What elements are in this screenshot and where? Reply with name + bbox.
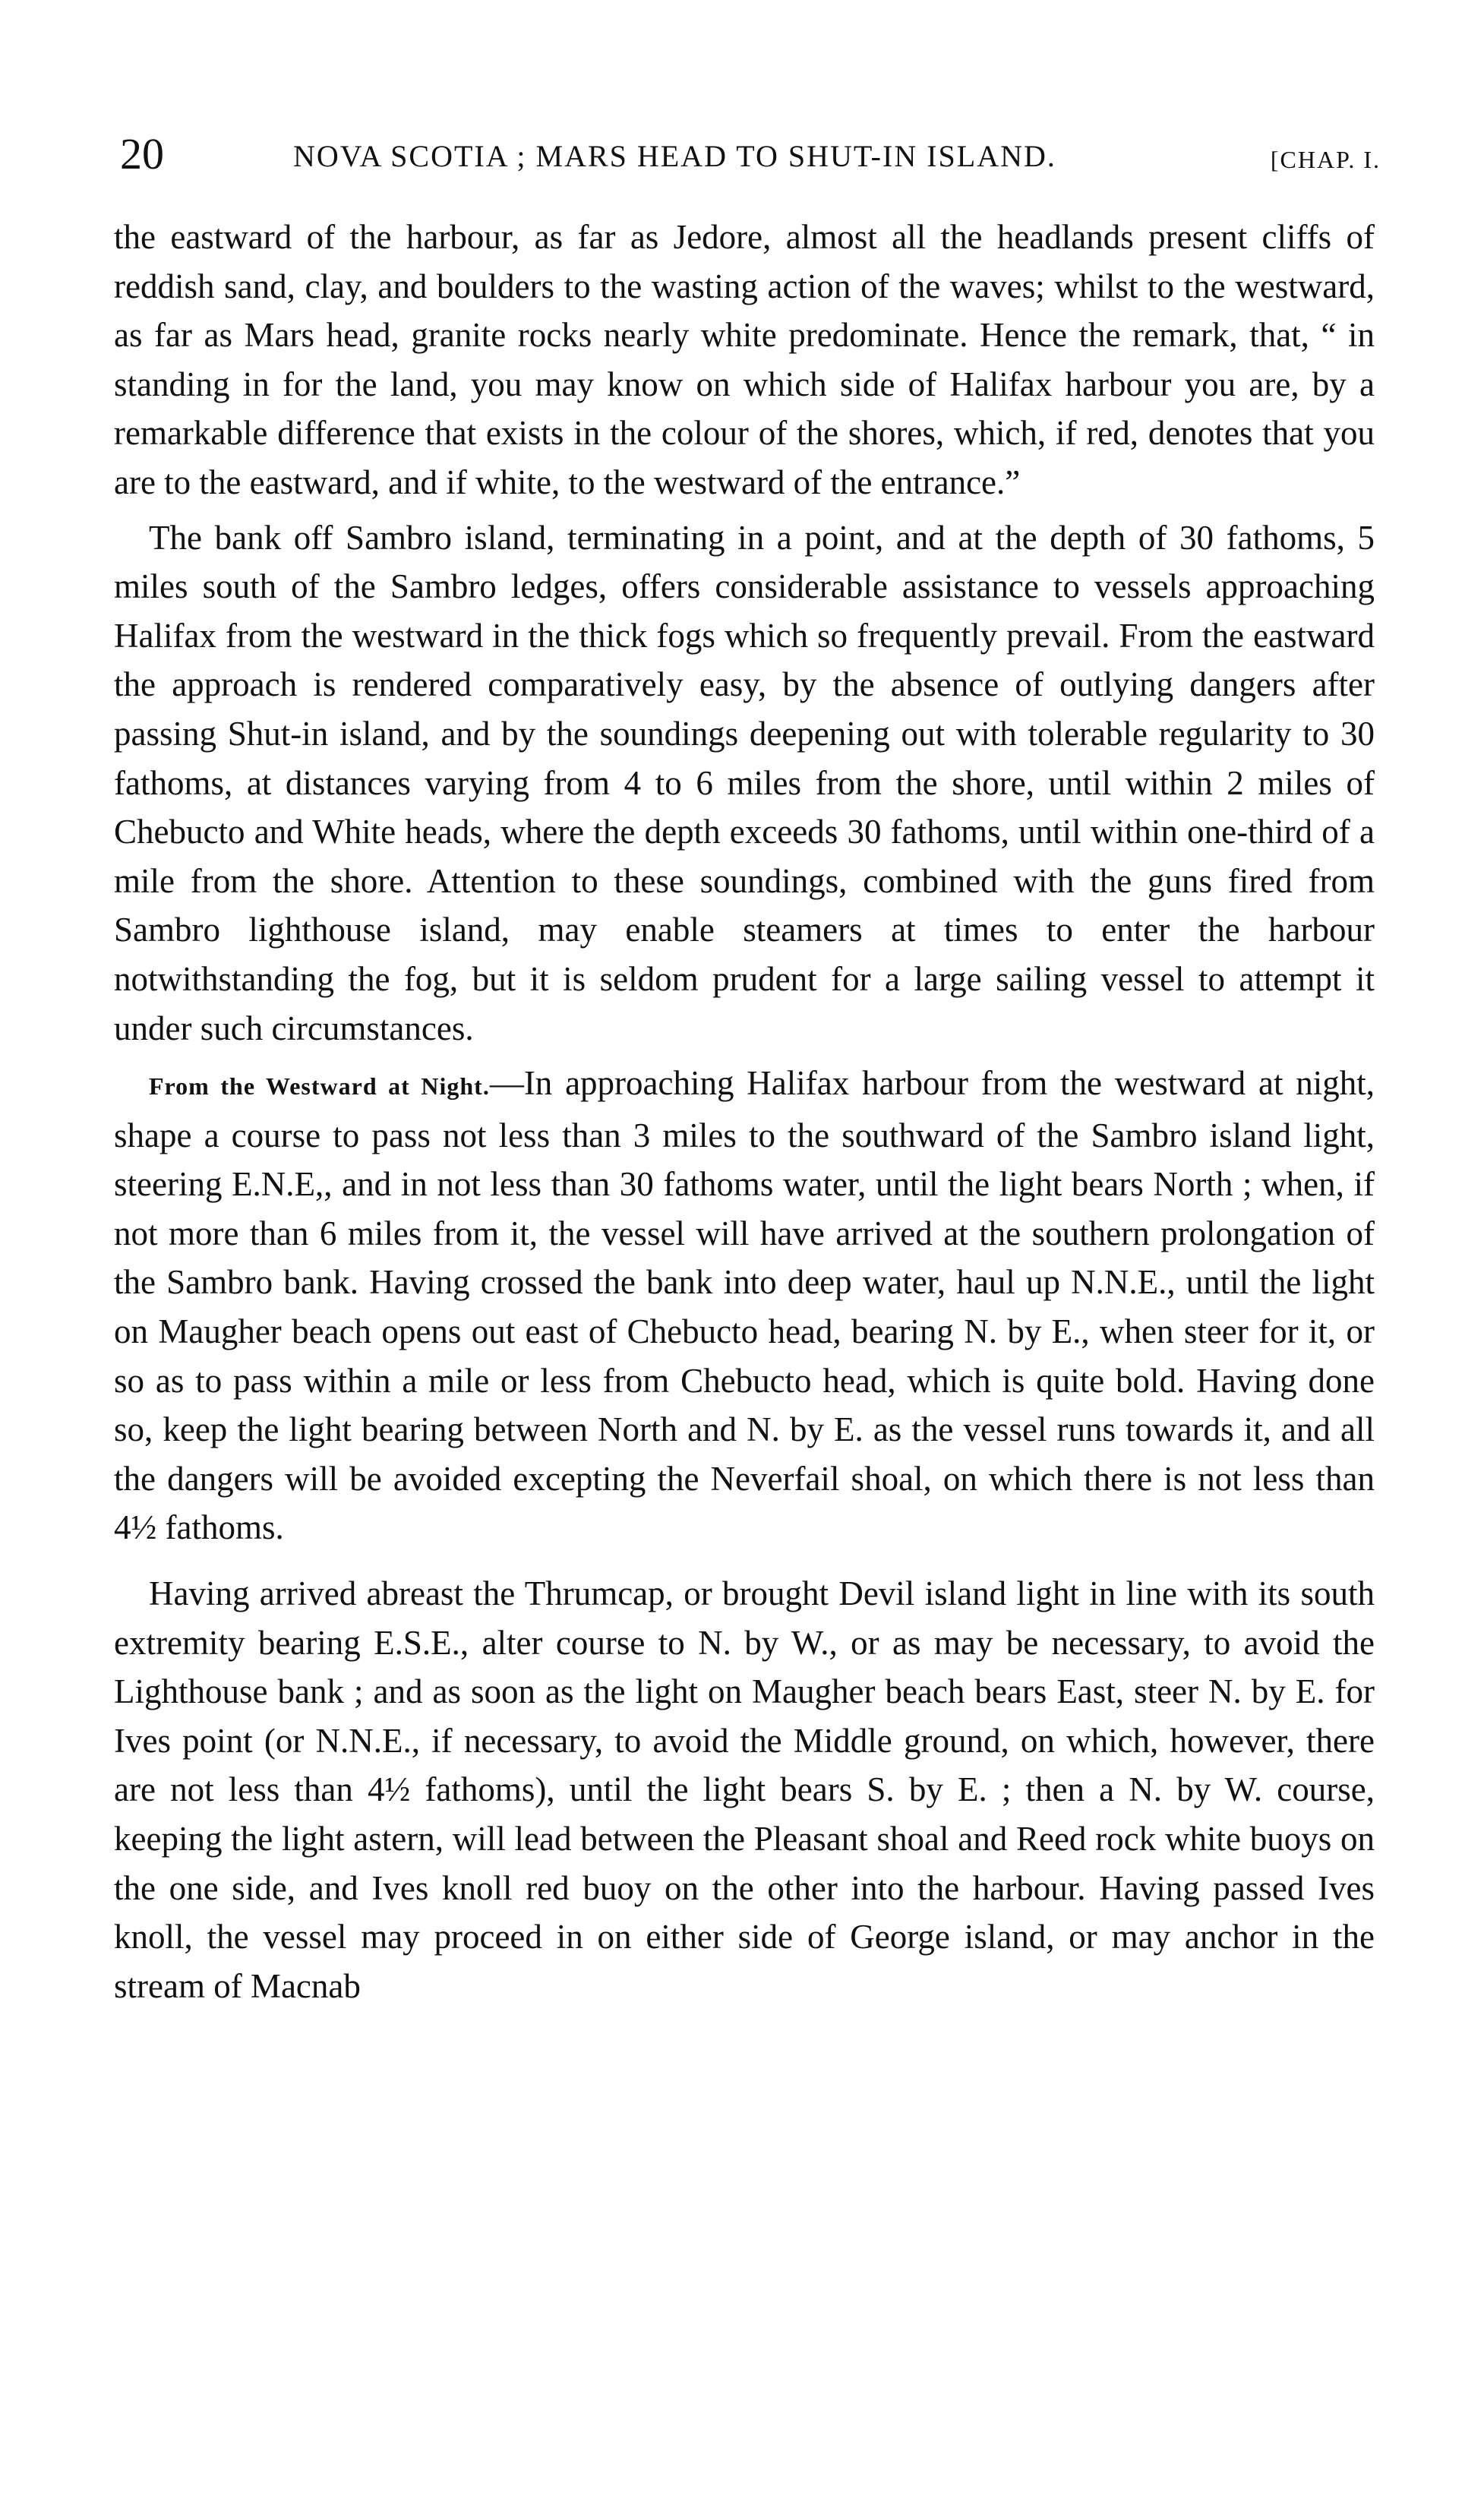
paragraph-westward-text: —In approaching Halifax harbour from the westward at night, shape a course to pass not less than 3 miles to the southward of the Sambro island light, steering E.N.E,, and in not less than 30 fathoms water, until the light bears North ; when, if not more than 6 miles from it, the vessel will have arrived at the southern prolongation of the Sambro bank. Having crossed the bank into deep water, haul up N.N.E., until the light on Maugher beach opens out east of Chebucto head, bearing N. by E., when steer for it, or so as to pass within a mile or less from Chebucto head, which is quite bold. Having done so, keep the light bearing between North and N. by E. as the vessel runs towards it, and all the dangers will be avoided excepting the Neverfail shoal, on which there is not less than 4½ fathoms. xyxy=(114,1064,1375,1547)
page-number: 20 xyxy=(120,129,164,178)
side-heading: From the Westward at Night. xyxy=(149,1072,490,1101)
paragraph-thrumcap: Having arrived abreast the Thrumcap, or brought Devil island light in line with its south extremity bearing E.S.E., alter course to N. by W., or as may be necessary, to avoid the Lighthouse bank ; and as soon as the light on Maugher beach bears East, steer N. by E. for Ives point (or N.N.E., if necessary, to avoid the Middle ground, on which, however, there are not less than 4½ fathoms), until the light bears S. by E. ; then a N. by W. course, keeping the light astern, will lead between the Pleasant shoal and Reed rock white buoys on the one side, and Ives knoll red buoy on the other into the harbour. Having passed Ives knoll, the vessel may proceed in on either side of George island, or may anchor in the stream of Macnab xyxy=(114,1574,1375,2005)
paragraph-westward-at-night xyxy=(114,1059,1375,1552)
paragraph-sambro-bank: The bank off Sambro island, terminating in a point, and at the depth of 30 fathoms, 5 miles south of the Sambro ledges, offers considerable assistance to vessels approaching Halifax from the westward in the thick fogs which so frequently prevail. From the eastward the approach is rendered comparatively easy, by the absence of outlying dangers after passing Shut-in island, and by the soundings deepening out with tolerable regularity to 30 fathoms, at distances varying from 4 to 6 miles from the shore, until within 2 miles of Chebucto and White heads, where the depth exceeds 30 fathoms, until within one-third of a mile from the shore. Attention to these soundings, combined with the guns fired from Sambro lighthouse island, may enable steamers at times to enter the harbour notwithstanding the fog, but it is seldom prudent for a large sailing vessel to attempt it under such circumstances. xyxy=(114,518,1375,1047)
running-title: NOVA SCOTIA ; MARS HEAD TO SHUT-IN ISLAND. xyxy=(293,139,1056,173)
paragraph-continuation: the eastward of the harbour, as far as Jedore, almost all the headlands present cliffs of reddish sand, clay, and boulders to the wasting action of the waves; whilst to the westward, as far as Mars head, granite rocks nearly white predominate. Hence the remark, that, “ in standing in for the land, you may know on which side of Halifax harbour you are, by a remarkable difference that exists in the colour of the shores, which, if red, denotes that you are to the eastward, and if white, to the westward of the entrance.” xyxy=(114,218,1375,501)
chapter-reference: [CHAP. I. xyxy=(1270,146,1381,173)
body-text xyxy=(114,213,1375,2010)
page-header xyxy=(120,128,1381,181)
